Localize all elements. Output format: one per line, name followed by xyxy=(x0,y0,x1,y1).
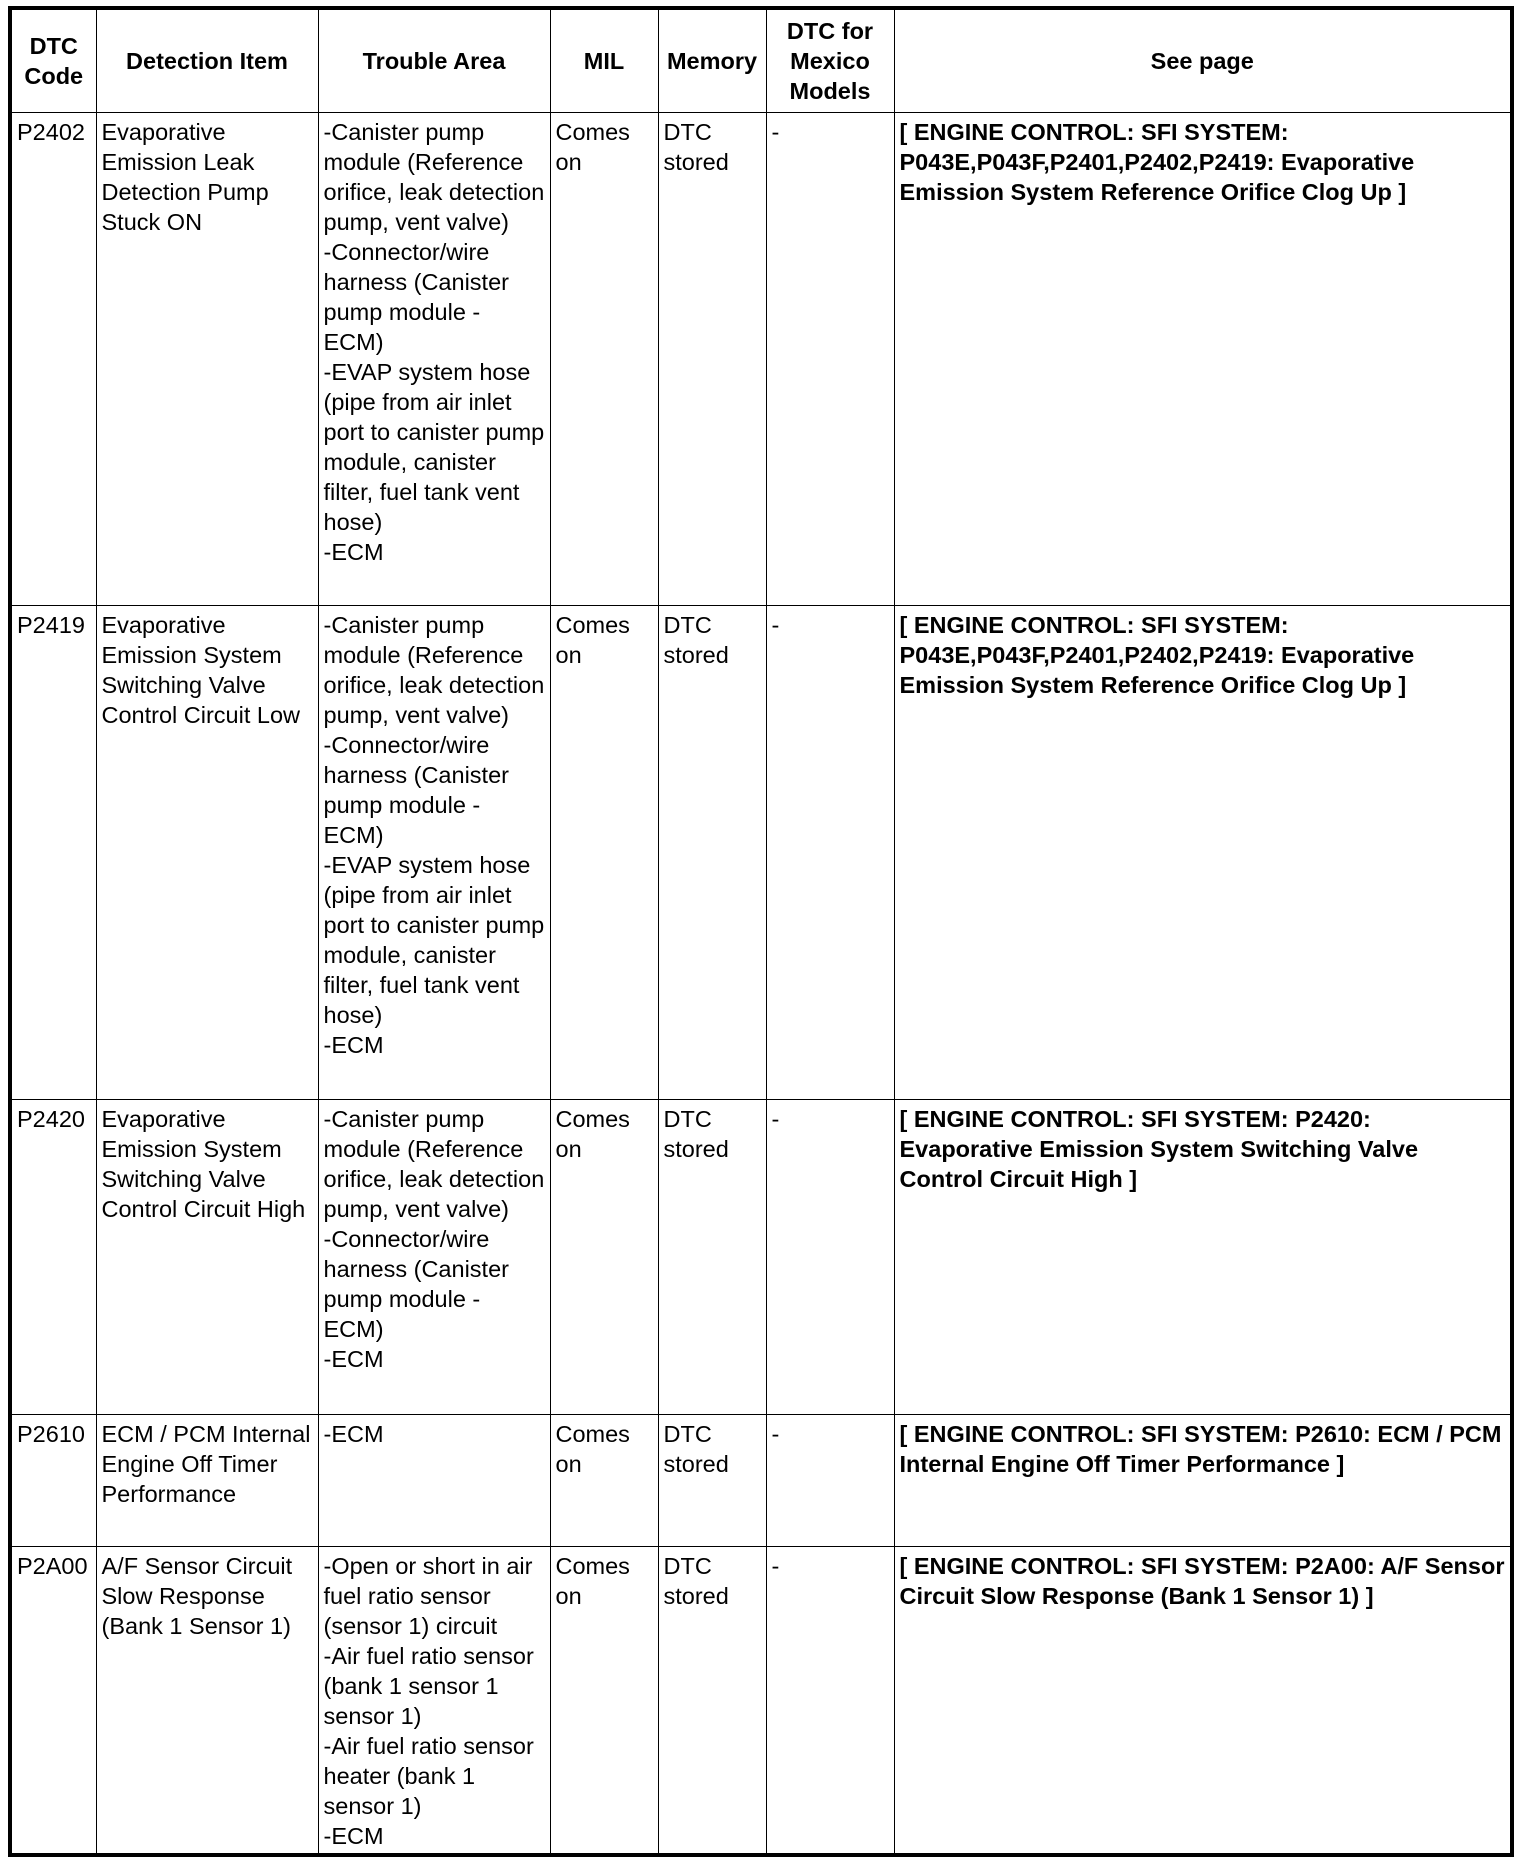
detection-item: Evaporative Emission Leak Detection Pump Stuck ON xyxy=(96,112,318,605)
trouble-area xyxy=(318,1099,550,1414)
mexico-dtc: - xyxy=(766,1546,894,1855)
header-see-page: See page xyxy=(894,8,1512,112)
header-mexico: DTC for Mexico Models xyxy=(766,8,894,112)
trouble-area-item: -Air fuel ratio sensor (bank 1 sensor 1 sensor 1) xyxy=(323,1642,534,1729)
memory-status: DTC stored xyxy=(658,1546,766,1855)
mil-status: Comes on xyxy=(550,112,658,605)
see-page-link[interactable]: [ ENGINE CONTROL: SFI SYSTEM: P043E,P043F,P2401,P2402,P2419: Evaporative Emission System Reference Orifice Clog Up ] xyxy=(894,605,1512,1099)
trouble-area-item: -Canister pump module (Reference orifice, leak detection pump, vent valve) xyxy=(323,1105,545,1222)
memory-status: DTC stored xyxy=(658,112,766,605)
header-dtc-code: DTC Code xyxy=(10,8,96,112)
trouble-area-item: -Air fuel ratio sensor heater (bank 1 sensor 1) xyxy=(323,1732,534,1819)
trouble-area xyxy=(318,1546,550,1855)
trouble-area-item: -Connector/wire harness (Canister pump module - ECM) xyxy=(323,1225,509,1342)
trouble-area-item: -ECM xyxy=(323,1031,384,1058)
trouble-area-item: -EVAP system hose (pipe from air inlet port to canister pump module, canister filter, fuel tank vent hose) xyxy=(323,358,545,535)
dtc-code: P2402 xyxy=(10,112,96,605)
see-page-link[interactable]: [ ENGINE CONTROL: SFI SYSTEM: P2420: Evaporative Emission System Switching Valve Control Circuit High ] xyxy=(894,1099,1512,1414)
dtc-code: P2420 xyxy=(10,1099,96,1414)
trouble-area-item: -Canister pump module (Reference orifice, leak detection pump, vent valve) xyxy=(323,118,545,235)
mexico-dtc: - xyxy=(766,112,894,605)
table-row xyxy=(10,605,1512,1099)
detection-item: ECM / PCM Internal Engine Off Timer Performance xyxy=(96,1414,318,1546)
memory-status: DTC stored xyxy=(658,1414,766,1546)
mexico-dtc: - xyxy=(766,1414,894,1546)
detection-item: Evaporative Emission System Switching Valve Control Circuit High xyxy=(96,1099,318,1414)
trouble-area-item: -ECM xyxy=(323,538,384,565)
mexico-dtc: - xyxy=(766,1099,894,1414)
trouble-area-item: -Connector/wire harness (Canister pump module - ECM) xyxy=(323,731,509,848)
header-row xyxy=(10,8,1512,112)
trouble-area-item: -ECM xyxy=(323,1345,384,1372)
mil-status: Comes on xyxy=(550,1546,658,1855)
trouble-area-item: -Connector/wire harness (Canister pump module - ECM) xyxy=(323,238,509,355)
mil-status: Comes on xyxy=(550,1414,658,1546)
header-detection-item: Detection Item xyxy=(96,8,318,112)
see-page-link[interactable]: [ ENGINE CONTROL: SFI SYSTEM: P2610: ECM / PCM Internal Engine Off Timer Performance ] xyxy=(894,1414,1512,1546)
see-page-link[interactable]: [ ENGINE CONTROL: SFI SYSTEM: P043E,P043F,P2401,P2402,P2419: Evaporative Emission System Reference Orifice Clog Up ] xyxy=(894,112,1512,605)
table-row xyxy=(10,1099,1512,1414)
memory-status: DTC stored xyxy=(658,605,766,1099)
see-page-link[interactable]: [ ENGINE CONTROL: SFI SYSTEM: P2A00: A/F Sensor Circuit Slow Response (Bank 1 Sensor 1) ] xyxy=(894,1546,1512,1855)
table-row xyxy=(10,1546,1512,1855)
trouble-area xyxy=(318,112,550,605)
memory-status: DTC stored xyxy=(658,1099,766,1414)
trouble-area-item: -Canister pump module (Reference orifice, leak detection pump, vent valve) xyxy=(323,611,545,728)
header-mil: MIL xyxy=(550,8,658,112)
header-memory: Memory xyxy=(658,8,766,112)
detection-item: A/F Sensor Circuit Slow Response (Bank 1 Sensor 1) xyxy=(96,1546,318,1855)
trouble-area-item: -Open or short in air fuel ratio sensor (sensor 1) circuit xyxy=(323,1552,533,1639)
mil-status: Comes on xyxy=(550,605,658,1099)
trouble-area-item: -ECM xyxy=(323,1420,384,1447)
trouble-area xyxy=(318,605,550,1099)
mexico-dtc: - xyxy=(766,605,894,1099)
dtc-code: P2610 xyxy=(10,1414,96,1546)
table-row xyxy=(10,112,1512,605)
header-trouble-area: Trouble Area xyxy=(318,8,550,112)
dtc-table xyxy=(8,6,1514,1857)
table-row xyxy=(10,1414,1512,1546)
trouble-area-item: -EVAP system hose (pipe from air inlet port to canister pump module, canister filter, fuel tank vent hose) xyxy=(323,851,545,1028)
detection-item: Evaporative Emission System Switching Valve Control Circuit Low xyxy=(96,605,318,1099)
dtc-code: P2A00 xyxy=(10,1546,96,1855)
dtc-code: P2419 xyxy=(10,605,96,1099)
trouble-area-item: -ECM xyxy=(323,1822,384,1849)
trouble-area xyxy=(318,1414,550,1546)
mil-status: Comes on xyxy=(550,1099,658,1414)
